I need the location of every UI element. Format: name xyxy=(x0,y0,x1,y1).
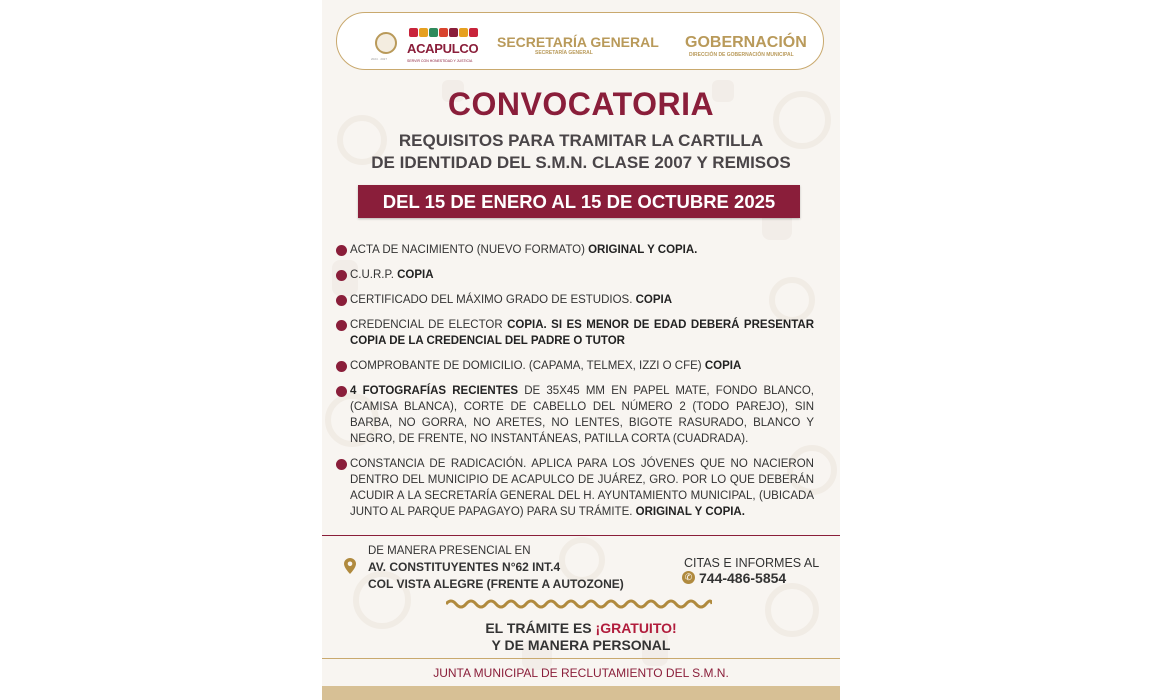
subtitle-line-1: REQUISITOS PARA TRAMITAR LA CARTILLA xyxy=(398,131,764,150)
acapulco-logo-text: ACAPULCO xyxy=(407,41,479,56)
divider xyxy=(322,535,840,536)
gobernacion-subtitle: DIRECCIÓN DE GOBERNACIÓN MUNICIPAL xyxy=(689,52,794,58)
bullet-icon xyxy=(336,245,347,256)
location-address: AV. CONSTITUYENTES N°62 INT.4 xyxy=(368,560,561,574)
bullet-icon xyxy=(336,295,347,306)
secretaria-general-subtitle: SECRETARÍA GENERAL xyxy=(535,50,593,56)
shield-caption: 2024 · 2027 xyxy=(371,57,388,61)
poster xyxy=(322,0,840,700)
list-item: CREDENCIAL DE ELECTOR COPIA. SI ES MENOR DE EDAD DEBERÁ PRESENTAR COPIA DE LA CREDENCIAL DEL PADRE O TUTOR xyxy=(336,317,814,349)
location-neighborhood: COL VISTA ALEGRE (FRENTE A AUTOZONE) xyxy=(368,577,624,591)
municipal-shield-icon xyxy=(375,32,397,54)
list-item: CONSTANCIA DE RADICACIÓN. APLICA PARA LOS JÓVENES QUE NO NACIERON DENTRO DEL MUNICIPIO DE ACAPULCO DE JUÁREZ, GRO. POR LO QUE DEBERÁN ACUDIR A LA SECRETARÍA GENERAL DEL H. AYUNTAMIENTO MUNICIPAL, (UBICADA JUNTO AL PARQUE PAPAGAYO) PARA SU TRÁMITE. ORIGINAL Y COPIA. xyxy=(336,456,814,520)
location-pin-icon xyxy=(344,558,356,574)
gratuito-highlight: ¡GRATUITO! xyxy=(595,620,677,636)
footer-text: JUNTA MUNICIPAL DE RECLUTAMIENTO DEL S.M.N. xyxy=(433,666,729,680)
page-title: CONVOCATORIA xyxy=(447,86,715,122)
acapulco-logo-blocks-icon xyxy=(409,28,478,37)
gobernacion-title: GOBERNACIÓN xyxy=(685,34,807,51)
bullet-icon xyxy=(336,386,347,397)
list-item: ACTA DE NACIMIENTO (NUEVO FORMATO) ORIGINAL Y COPIA. xyxy=(336,242,814,258)
decorative-wave-divider xyxy=(446,598,712,610)
contact-phone: 744-486-5854 xyxy=(699,570,787,586)
acapulco-tagline: SERVIR CON HONESTIDAD Y JUSTICIA xyxy=(407,59,473,63)
bullet-icon xyxy=(336,270,347,281)
list-item: COMPROBANTE DE DOMICILIO. (CAPAMA, TELMEX, IZZI O CFE) COPIA xyxy=(336,358,814,374)
footer-divider xyxy=(322,658,840,659)
subtitle-line-2: DE IDENTIDAD DEL S.M.N. CLASE 2007 Y REMISOS xyxy=(371,153,791,172)
requirements-list xyxy=(336,242,814,529)
list-item: C.U.R.P. COPIA xyxy=(336,267,814,283)
list-item: CERTIFICADO DEL MÁXIMO GRADO DE ESTUDIOS. COPIA xyxy=(336,292,814,308)
contact-label: CITAS E INFORMES AL xyxy=(684,556,820,570)
location-intro: DE MANERA PRESENCIAL EN xyxy=(368,545,531,557)
free-procedure-notice: EL TRÁMITE ES ¡GRATUITO! xyxy=(485,620,677,636)
date-range-banner: DEL 15 DE ENERO AL 15 DE OCTUBRE 2025 xyxy=(358,185,800,218)
header-logos xyxy=(336,12,824,70)
personal-procedure-notice: Y DE MANERA PERSONAL xyxy=(491,637,671,653)
bottom-border xyxy=(322,686,840,700)
secretaria-general-title: SECRETARÍA GENERAL xyxy=(497,34,659,50)
list-item: 4 FOTOGRAFÍAS RECIENTES DE 35X45 MM EN PAPEL MATE, FONDO BLANCO, (CAMISA BLANCA), CORTE DE CABELLO DEL NÚMERO 2 (TODO PAREJO), SIN BARBA, NO GORRA, NO ARETES, NO LENTES, BIGOTE RASURADO, BLANCO Y NEGRO, DE FRENTE, NO INSTANTÁNEAS, PATILLA CORTA (CUADRADA). xyxy=(336,383,814,447)
bullet-icon xyxy=(336,320,347,331)
bullet-icon xyxy=(336,361,347,372)
subtitle xyxy=(322,130,840,174)
phone-icon: ✆ xyxy=(682,571,695,584)
bullet-icon xyxy=(336,459,347,470)
